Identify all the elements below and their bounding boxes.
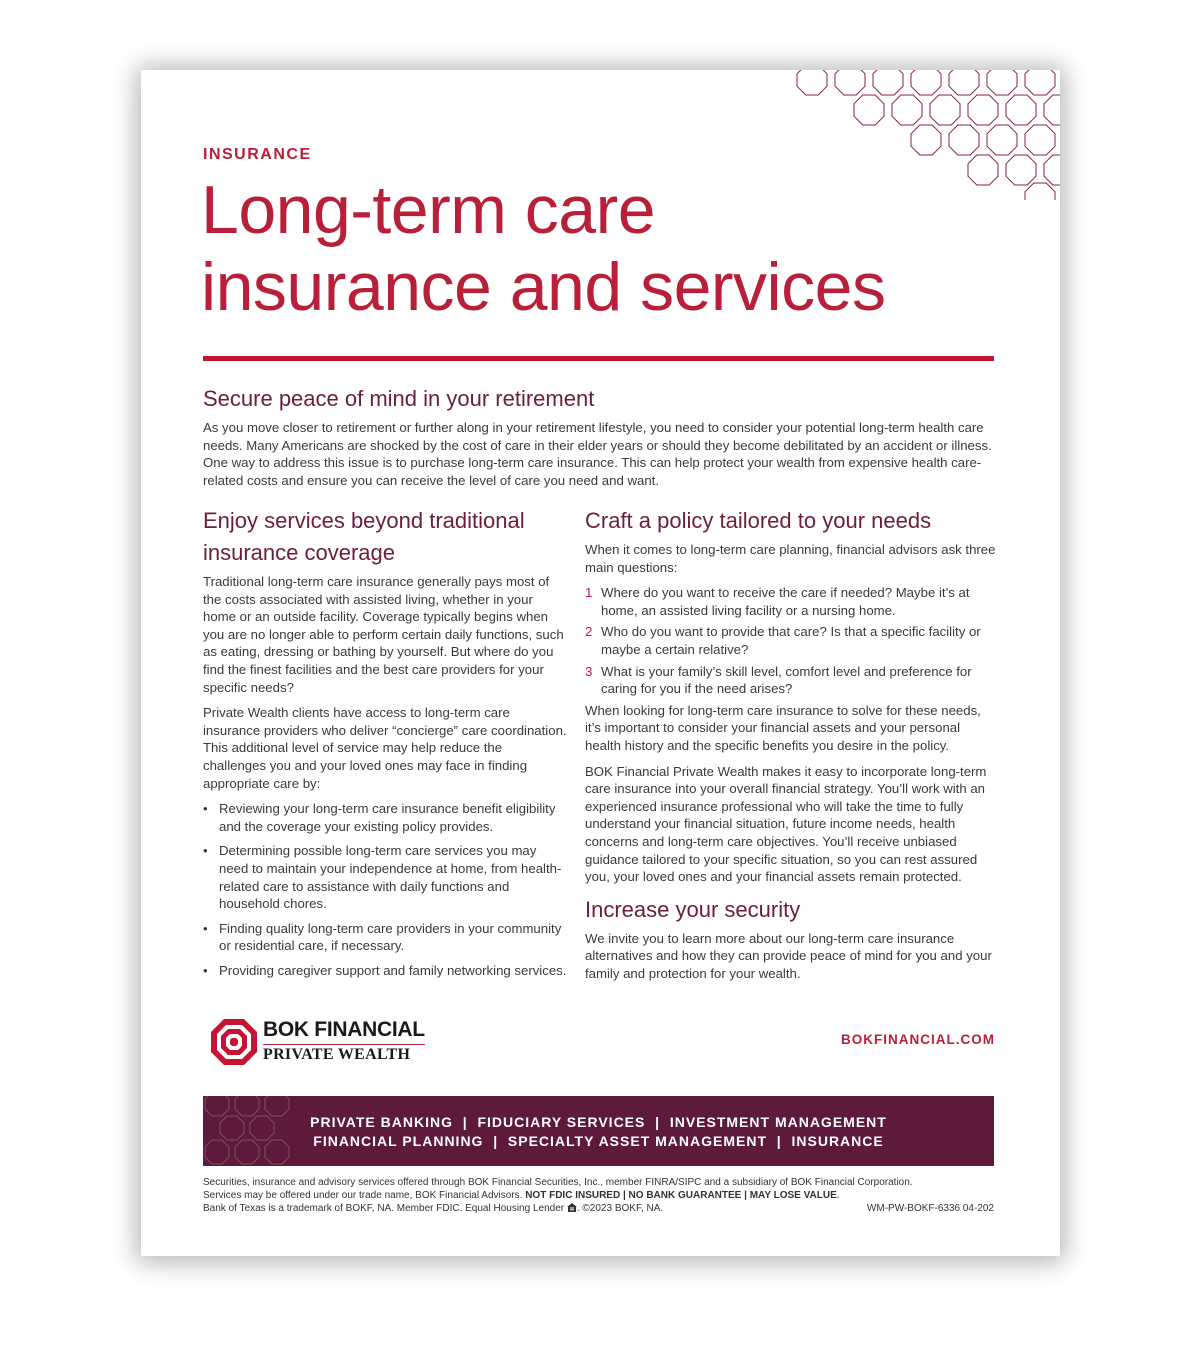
- page-title: [201, 172, 885, 326]
- policy-heading: Craft a policy tailored to your needs: [585, 508, 932, 533]
- disclaimer-text: Services may be offered under our trade name, BOK Financial Advisors.: [203, 1190, 526, 1201]
- pattern-octagon: [873, 70, 903, 95]
- disclaimer-text: .: [836, 1190, 840, 1201]
- bok-financial-logo: [209, 1017, 425, 1067]
- document-code: WM-PW-BOKF-6336 04-202: [866, 1203, 994, 1214]
- services-list: [203, 1113, 994, 1151]
- pattern-octagon: [1044, 95, 1060, 125]
- disclaimer-trademark: [203, 1202, 663, 1215]
- services-line-2: FINANCIAL PLANNING | SPECIALTY ASSET MANAGEMENT | INSURANCE: [313, 1133, 884, 1149]
- questions-list: [585, 584, 999, 698]
- services-para-2: Private Wealth clients have access to long-term care insurance providers who deliver “concierge” care coordination. This additional level of service may help reduce the challenges you and your loved ones may face in finding appropriate care by:: [203, 705, 567, 791]
- question-number: 1: [585, 585, 593, 601]
- disclaimer-bold-text: NOT FDIC INSURED | NO BANK GUARANTEE | MAY LOSE VALUE: [525, 1190, 837, 1201]
- pattern-octagon: [968, 95, 998, 125]
- security-heading: Increase your security: [585, 896, 801, 922]
- pattern-octagon: [1025, 183, 1055, 200]
- pattern-octagon: [987, 125, 1017, 155]
- services-heading: Enjoy services beyond traditional insurance coverage: [203, 508, 525, 565]
- pattern-octagon: [987, 70, 1017, 95]
- pattern-octagon: [797, 70, 827, 95]
- bullet-item: • Reviewing your long-term care insurance benefit eligibility and the coverage your existing policy provides.: [203, 800, 568, 835]
- intro-body: As you move closer to retirement or further along in your retirement lifestyle, you need to consider your potential long-term health care needs. Many Americans are shocked by the cost of care in their elder years or should they become debilitated by an accident or illness. One way to address this issue is to purchase long-term care insurance. This can help protect your wealth from expensive health care-related costs and ensure you can receive the level of care you need and want.: [203, 420, 992, 488]
- pattern-octagon: [1006, 95, 1036, 125]
- pattern-octagon: [911, 125, 941, 155]
- pattern-octagon: [835, 70, 865, 95]
- bullet-item: • Finding quality long-term care providers in your community or residential care, if necessary.: [203, 920, 568, 955]
- services-line-1: PRIVATE BANKING | FIDUCIARY SERVICES | INVESTMENT MANAGEMENT: [310, 1114, 887, 1130]
- pattern-octagon: [949, 125, 979, 155]
- logo-main-text: BOK FINANCIAL: [263, 1019, 425, 1045]
- title-line-2: insurance and services: [201, 249, 886, 325]
- pattern-octagon: [968, 155, 998, 185]
- category-label: INSURANCE: [203, 146, 312, 163]
- title-line-1: Long-term care: [201, 172, 656, 248]
- services-bullet-list: [203, 800, 568, 979]
- disclaimer-text: Bank of Texas is a trademark of BOKF, NA. Member FDIC. Equal Housing Lender: [203, 1203, 567, 1214]
- question-text: What is your family’s skill level, comfort level and preference for caring for you if the need arises?: [601, 663, 972, 697]
- intro-heading: Secure peace of mind in your retirement: [203, 386, 595, 411]
- pattern-octagon: [892, 95, 922, 125]
- disclaimer-line-2: [203, 1189, 994, 1202]
- pattern-octagon: [1006, 155, 1036, 185]
- question-number: 3: [585, 663, 593, 679]
- question-number: 2: [585, 624, 593, 640]
- pattern-octagon: [911, 70, 941, 95]
- disclaimer-line-1: Securities, insurance and advisory services offered through BOK Financial Securities, Inc., member FINRA/SIPC and a subsidiary of BOK Financial Corporation.: [203, 1177, 913, 1188]
- security-para: We invite you to learn more about our long-term care insurance alternatives and how they can provide peace of mind for you and your family and protection for your wealth.: [585, 930, 992, 981]
- policy-para-2: When looking for long-term care insurance to solve for these needs, it’s important to consider your financial assets and your personal health history and the specific benefits you desire in the policy.: [585, 702, 981, 753]
- question-text: Where do you want to receive the care if needed? Maybe it’s at home, an assisted living facility or a nursing home.: [601, 585, 970, 618]
- pattern-octagon: [1025, 70, 1055, 95]
- pattern-octagon: [854, 95, 884, 125]
- equal-housing-icon: [567, 1203, 577, 1212]
- bullet-item: • Providing caregiver support and family networking services.: [203, 962, 568, 980]
- logo-wordmark: [263, 1019, 425, 1065]
- question-item: [585, 663, 999, 698]
- intro-section: [203, 383, 1003, 489]
- question-text: Who do you want to provide that care? Is that a specific facility or maybe a certain relative?: [601, 624, 981, 657]
- flyer-page: [141, 70, 1060, 1256]
- left-column: [203, 505, 568, 986]
- title-divider: [203, 356, 994, 361]
- bok-logo-mark-icon: [209, 1017, 259, 1067]
- pattern-octagon: [949, 70, 979, 95]
- pattern-octagon: [930, 95, 960, 125]
- right-column: [585, 505, 999, 990]
- services-band: [203, 1096, 994, 1166]
- pattern-octagon: [1025, 125, 1055, 155]
- disclaimer-text: . ©2023 BOKF, NA.: [576, 1203, 664, 1214]
- pattern-octagon: [1044, 155, 1060, 185]
- policy-lead: When it comes to long-term care planning, financial advisors ask three main questions:: [585, 542, 996, 575]
- question-item: [585, 623, 999, 658]
- disclaimer-line-3: [203, 1202, 994, 1215]
- bullet-item: • Determining possible long-term care services you may need to maintain your independence at home, from health-related care to assistance with daily functions and household chores.: [203, 842, 568, 912]
- logo-sub-text: PRIVATE WEALTH: [263, 1046, 411, 1063]
- question-item: [585, 584, 999, 619]
- services-para-1: Traditional long-term care insurance generally pays most of the costs associated with assisted living, whether in your home or an outside facility. Coverage typically begins when you are no longer able to perform certain daily functions, such as eating, dressing or bathing by yourself. But where do you find the finest facilities and the best care providers for your specific needs?: [203, 574, 564, 695]
- website-link[interactable]: BOKFINANCIAL.COM: [841, 1032, 995, 1047]
- legal-disclaimer: [203, 1176, 994, 1215]
- policy-para-3: BOK Financial Private Wealth makes it easy to incorporate long-term care insurance into your overall financial strategy. You’ll work with an experienced insurance professional who will take the time to fully understand your financial situation, future income needs, health concerns and long-term care objectives. You’ll receive unbiased guidance tailored to your specific situation, so you can rest assured you, your loved ones and your financial assets remain protected.: [585, 763, 987, 885]
